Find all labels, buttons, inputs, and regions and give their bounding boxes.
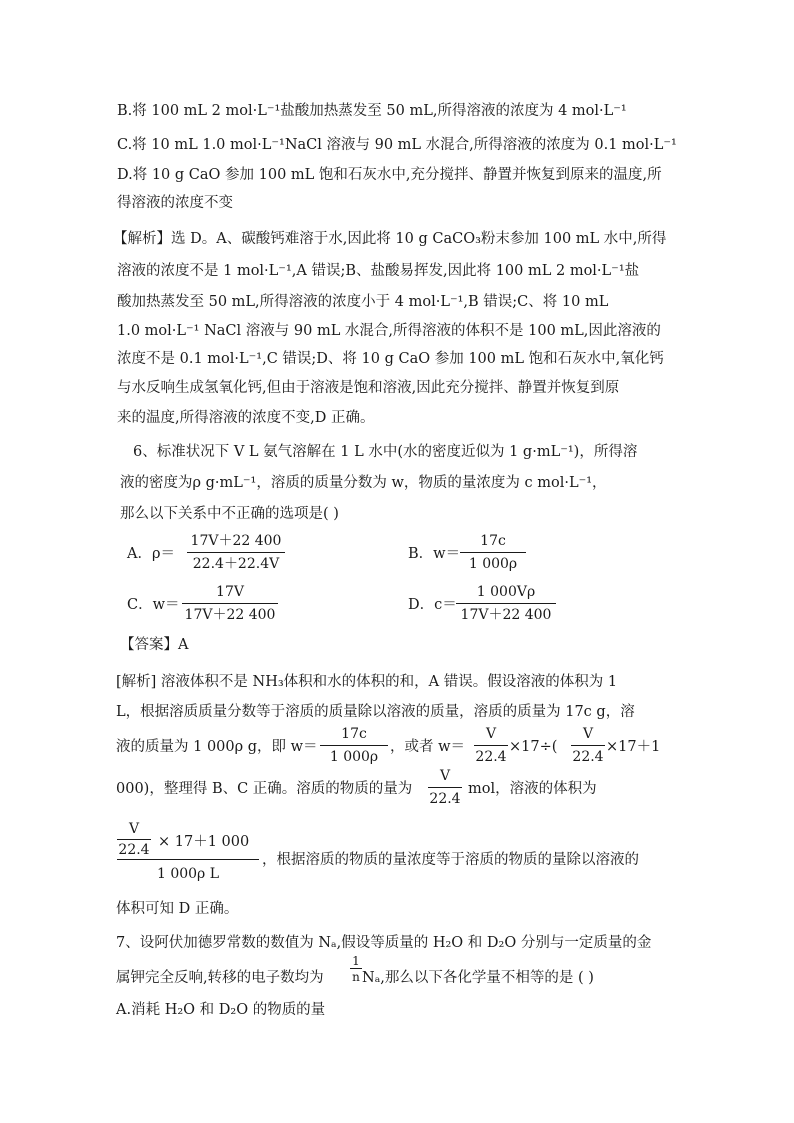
option-c-denominator: 17V＋22 400	[184, 607, 276, 623]
question-6-line2: 液的密度为ρ g·mL⁻¹，溶质的质量分数为 w，物质的量浓度为 c mol·L⁻¹，	[120, 475, 607, 491]
fraction-numerator: V	[439, 768, 451, 784]
question-6-line3: 那么以下关系中不正确的选项是( )	[120, 506, 339, 522]
fraction-numerator: 1	[352, 954, 360, 968]
option-b-numerator: 17c	[480, 533, 506, 549]
analysis-line: 溶液的浓度不是 1 mol·L⁻¹,A 错误;B、盐酸易挥发,因此将 100 mL 2 mol·L⁻¹盐	[117, 263, 640, 279]
option-b-denominator: 1 000ρ	[468, 556, 518, 572]
analysis-line: [解析] 溶液体积不是 NH₃体积和水的体积的和，A 错误。假设溶液的体积为 1	[116, 674, 618, 690]
analysis-text: ×17＋1	[606, 739, 661, 755]
analysis-line: 【解析】选 D。A、碳酸钙难溶于水,因此将 10 g CaCO₃粉末参加 100 mL 水中,所得	[113, 231, 667, 247]
analysis-line: 与水反响生成氢氧化钙,但由于溶液是饱和溶液,因此充分搅拌、静置并恢复到原	[117, 380, 620, 396]
fraction-bar	[117, 859, 259, 860]
option-c-label: C．w＝	[127, 597, 180, 613]
analysis-text: ，根据溶质的物质的量浓度等于溶质的物质的量除以溶液的	[262, 852, 639, 868]
analysis-text: ×17÷(	[509, 739, 558, 755]
option-a-label: A．ρ＝	[127, 546, 175, 562]
analysis-line: 体积可知 D 正确。	[116, 901, 239, 917]
fraction-denominator: 22.4	[572, 749, 604, 765]
option-d-text-line2: 得溶液的浓度不变	[117, 195, 233, 211]
fraction-bar	[456, 603, 556, 604]
fraction-bar	[117, 839, 151, 840]
analysis-line: 浓度不是 0.1 mol·L⁻¹,C 错误;D、将 10 g CaO 参加 100 mL 饱和石灰水中,氧化钙	[117, 351, 664, 367]
question-7-line1: 7、设阿伏加德罗常数的数值为 Nₐ,假设等质量的 H₂O 和 D₂O 分别与一定质量的金	[116, 935, 652, 951]
option-c-text: C.将 10 mL 1.0 mol·L⁻¹NaCl 溶液与 90 mL 水混合,所得溶液的浓度为 0.1 mol·L⁻¹	[117, 137, 677, 153]
fraction-bar	[474, 745, 508, 746]
fraction-denominator: n	[352, 970, 360, 984]
option-b-text: B.将 100 mL 2 mol·L⁻¹盐酸加热蒸发至 50 mL,所得溶液的浓度为 4 mol·L⁻¹	[117, 103, 627, 119]
fraction-bar	[182, 603, 278, 604]
fraction-denominator: 1 000ρ L	[156, 866, 220, 882]
answer-label: 【答案】A	[120, 637, 189, 653]
analysis-text: ，或者 w＝	[390, 739, 466, 755]
fraction-bar	[428, 787, 462, 788]
analysis-text: mol，溶液的体积为	[468, 781, 597, 797]
analysis-line: 来的温度,所得溶液的浓度不变,D 正确。	[117, 410, 375, 426]
analysis-text: 000)，整理得 B、C 正确。溶质的物质的量为	[116, 781, 413, 797]
fraction-denominator: 22.4	[118, 842, 150, 858]
option-d-denominator: 17V＋22 400	[460, 607, 552, 623]
analysis-line: L，根据溶质质量分数等于溶质的质量除以溶液的质量，溶质的质量为 17c g，溶	[116, 704, 635, 720]
option-c-numerator: 17V	[216, 584, 244, 600]
analysis-line: 酸加热蒸发至 50 mL,所得溶液的浓度小于 4 mol·L⁻¹,B 错误;C、将 10 mL	[117, 294, 609, 310]
option-b-label: B．w＝	[408, 546, 461, 562]
option-d-text-line1: D.将 10 g CaO 参加 100 mL 饱和石灰水中,充分搅拌、静置并恢复到原来的温度,所	[117, 167, 662, 183]
option-a-denominator: 22.4＋22.4V	[192, 556, 280, 572]
fraction-bar	[460, 552, 526, 553]
analysis-text: × 17＋1 000	[158, 834, 250, 850]
option-a-numerator: 17V＋22 400	[190, 533, 282, 549]
question-7-option-a: A.消耗 H₂O 和 D₂O 的物质的量	[116, 1002, 326, 1018]
fraction-bar	[187, 552, 285, 553]
fraction-bar	[571, 745, 605, 746]
analysis-text: 液的质量为 1 000ρ g，即 w＝	[116, 739, 318, 755]
fraction-denominator: 1 000ρ	[329, 749, 379, 765]
fraction-denominator: 22.4	[475, 749, 507, 765]
fraction-numerator: V	[128, 821, 140, 837]
analysis-line: 1.0 mol·L⁻¹ NaCl 溶液与 90 mL 水混合,所得溶液的体积不是 100 mL,因此溶液的	[117, 323, 661, 339]
fraction-numerator: V	[485, 726, 497, 742]
fraction-bar	[320, 745, 388, 746]
option-d-label: D．c＝	[408, 597, 457, 613]
fraction-numerator: 17c	[341, 726, 367, 742]
fraction-numerator: V	[582, 726, 594, 742]
option-d-numerator: 1 000Vρ	[476, 584, 536, 600]
question-7-line2a: 属钾完全反响,转移的电子数均为	[116, 970, 324, 986]
question-7-line2b: Nₐ,那么以下各化学量不相等的是 ( )	[362, 970, 594, 986]
fraction-denominator: 22.4	[429, 791, 461, 807]
question-6-line1: 6、标准状况下 V L 氨气溶解在 1 L 水中(水的密度近似为 1 g·mL⁻¹)，所得溶	[133, 444, 638, 460]
